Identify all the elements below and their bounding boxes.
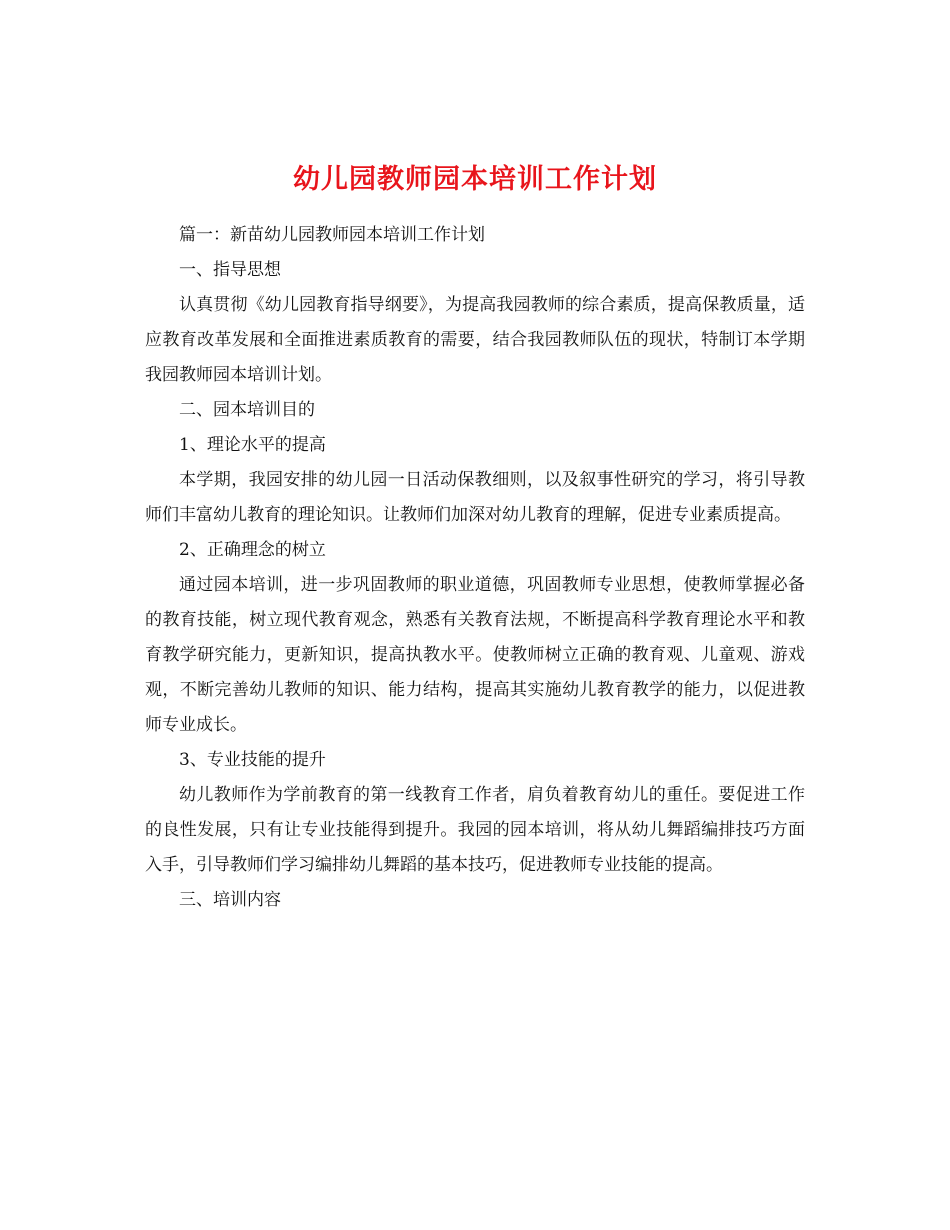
paragraph-theory-level: 本学期，我园安排的幼儿园一日活动保教细则，以及叙事性研究的学习，将引导教师们丰富幼儿教育的理论知识。让教师们加深对幼儿教育的理解，促进专业素质提高。 [145, 470, 805, 525]
subheading-professional-skills: 3、专业技能的提升 [179, 750, 326, 770]
heading-part-one: 篇一：新苗幼儿园教师园本培训工作计划 [179, 225, 485, 245]
section-heading-training-content: 三、培训内容 [179, 890, 281, 910]
subheading-theory-level: 1、理论水平的提高 [179, 435, 326, 455]
paragraph-correct-concepts: 通过园本培训，进一步巩固教师的职业道德，巩固教师专业思想，使教师掌握必备的教育技能，树立现代教育观念，熟悉有关教育法规，不断提高科学教育理论水平和教育教学研究能力，更新知识，提高执教水平。使教师树立正确的教育观、儿童观、游戏观，不断完善幼儿教师的知识、能力结构，提高其实施幼儿教育教学的能力，以促进教师专业成长。 [145, 575, 805, 735]
section-heading-training-purpose: 二、园本培训目的 [179, 400, 315, 420]
document-body [145, 218, 805, 918]
paragraph-professional-skills: 幼儿教师作为学前教育的第一线教育工作者，肩负着教育幼儿的重任。要促进工作的良性发展，只有让专业技能得到提升。我园的园本培训，将从幼儿舞蹈编排技巧方面入手，引导教师们学习编排幼儿舞蹈的基本技巧，促进教师专业技能的提高。 [145, 785, 805, 875]
paragraph-guiding-ideology: 认真贯彻《幼儿园教育指导纲要》，为提高我园教师的综合素质，提高保教质量，适应教育改革发展和全面推进素质教育的需要，结合我园教师队伍的现状，特制订本学期我园教师园本培训计划。 [145, 295, 805, 385]
document-title: 幼儿园教师园本培训工作计划 [293, 164, 657, 196]
subheading-correct-concepts: 2、正确理念的树立 [179, 540, 326, 560]
section-heading-guiding-ideology: 一、指导思想 [179, 260, 281, 280]
